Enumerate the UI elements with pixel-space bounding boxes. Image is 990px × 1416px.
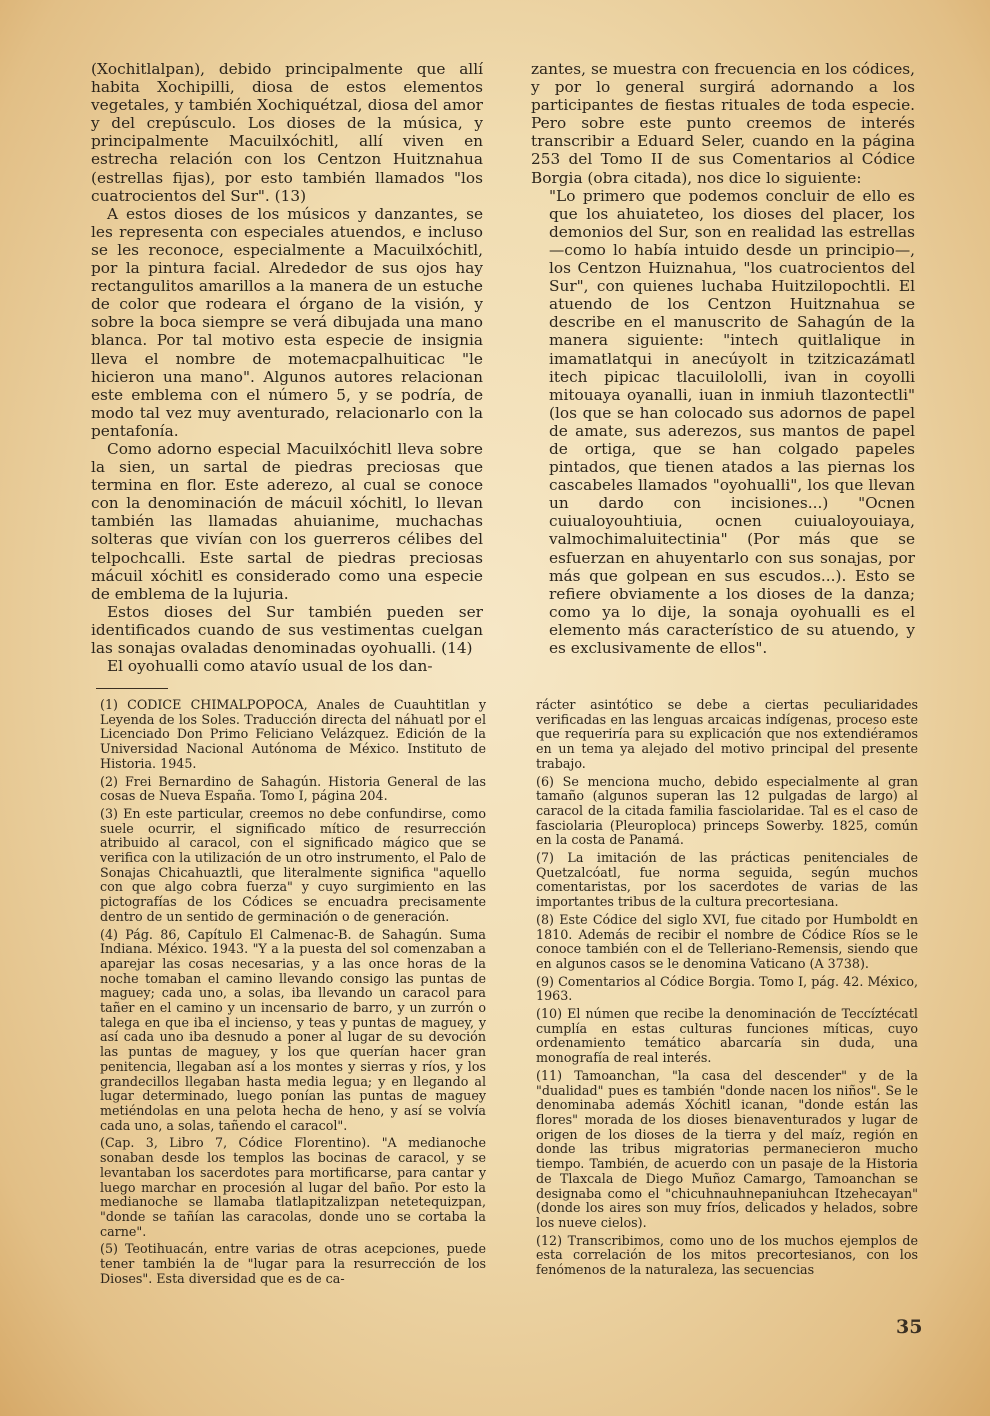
paragraph: (Xochitlalpan), debido principalmente que allí habita Xochipilli, diosa de estos elementos vegetales, y también Xochiquétzal, diosa del amor y del crepúsculo. Los dioses de la música, y principalmente Macuilxóchitl, allí viven en estrecha relación con los Centzon Huitznahua (estrellas fijas), por esto también llamados "los cuatrocientos del Sur". (13) <box>91 60 483 205</box>
footnote: (12) Transcribimos, como uno de los muchos ejemplos de esta correlación de los mitos precortesianos, con los fenómenos de la naturaleza, las secuencias <box>536 1232 918 1278</box>
footnote: (8) Este Códice del siglo XVI, fue citado por Humboldt en 1810. Además de recibir el nombre de Códice Ríos se le conoce también con el de Telleriano-Remensis, siendo que en algunos casos se le denomina Vaticano (A 3738). <box>536 911 918 971</box>
footnotes-left-column <box>100 698 486 1289</box>
paragraph: Estos dioses del Sur también pueden ser identificados cuando de sus vestimentas cuelgan las sonajas ovaladas denominadas oyohualli. (14) <box>91 602 483 657</box>
paragraph: Como adorno especial Macuilxóchitl lleva sobre la sien, un sartal de piedras preciosas que termina en flor. Este aderezo, al cual se conoce con la denominación de mácuil xóchitl, lo llevan también las llamadas ahuianime, muchachas solteras que vivían con los guerreros célibes del telpochcalli. Este sartal de piedras preciosas mácuil xóchitl es considerado como una especie de emblema de la lujuria. <box>91 439 483 603</box>
main-text-left-column <box>91 60 483 675</box>
footnotes-right-column <box>536 698 918 1281</box>
footnote: (10) El númen que recibe la denominación de Teccíztécatl cumplía en estas culturas funciones míticas, cuyo ordenamiento temático abarcaría sin duda, una monografía de real interés. <box>536 1006 918 1066</box>
footnote: (3) En este particular, creemos no debe confundirse, como suele ocurrir, el significado mítico de resurrección atribuido al caracol, con el significado mágico que se verifica con la utilización de un otro instrumento, el Palo de Sonajas Chicahuaztli, que literalmente significa "aquello con que algo cobra fuerza" y cuyo surgimiento en las pictografías de los Códices se encuadra precisamente dentro de un sentido de germinación o de generación. <box>100 805 486 924</box>
footnote: (11) Tamoanchan, "la casa del descender" y de la "dualidad" pues es también "donde nacen los niños". Se le denominaba además Xóchitl icanan, "donde están las flores" morada de los dioses bienaventurados y lugar de origen de los dioses de la tierra y del maíz, región en donde las tribus migratorias permanecieron mucho tiempo. También, de acuerdo con un pasaje de la Historia de Tlaxcala de Diego Muñoz Camargo, Tamoanchan se designaba como el "chicuhnauhnepaniuhcan Itzehecayan" (donde los aires son muy fríos, delicados y helados, sobre los nueve cielos). <box>536 1067 918 1230</box>
footnote-divider <box>96 688 168 689</box>
paragraph: zantes, se muestra con frecuencia en los códices, y por lo general surgirá adornando a los participantes de fiestas rituales de toda especie. Pero sobre este punto creemos de interés transcribir a Eduard Seler, cuando en la página 253 del Tomo II de sus Comentarios al Códice Borgia (obra citada), nos dice lo siguiente: <box>531 60 915 187</box>
footnote: (2) Frei Bernardino de Sahagún. Historia General de las cosas de Nueva España. Tomo I, página 204. <box>100 773 486 804</box>
footnote: (4) Pág. 86, Capítulo El Calmenac-B. de Sahagún. Suma Indiana. México. 1943. "Y a la puesta del sol comenzaban a aparejar las cosas necesarias, y a las once horas de la noche tomaban el camino llevando consigo las puntas de maguey; cada uno, a solas, iba llevando un caracol para tañer en el camino y un incensario de barro, y un zurrón o talega en que iba el incienso, y teas y puntas de maguey, y así cada uno iba desnudo a poner al lugar de su devoción las puntas de maguey, y los que querían hacer gran penitencia, llegaban así a los montes y sierras y ríos, y los grandecillos llegaban hasta media legua; y en llegando al lugar determinado, luego ponían las puntas de maguey metiéndolas en una pelota hecha de heno, y así se volvía cada uno, a solas, tañendo el caracol". <box>100 926 486 1133</box>
footnote: (Cap. 3, Libro 7, Códice Florentino). "A medianoche sonaban desde los templos las bocinas de caracol, y se levantaban los sacerdotes para mortificarse, para cantar y luego marchar en procesión al lugar del baño. Por esto la medianoche se llamaba tlatlapitzalizpan netetequizpan, "donde se tañían las caracolas, donde uno se cortaba la carne". <box>100 1135 486 1239</box>
paragraph: A estos dioses de los músicos y danzantes, se les representa con especiales atuendos, e incluso se les reconoce, especialmente a Macuilxóchitl, por la pintura facial. Alrededor de sus ojos hay rectangulitos amarillos a la manera de un estuche de color que rodeara el órgano de la visión, y sobre la boca siempre se verá dibujada una mano blanca. Por tal motivo esta especie de insignia lleva el nombre de motemacpalhuiticac "le hicieron una mano". Algunos autores relacionan este emblema con el número 5, y se podría, de modo tal vez muy aventurado, relacionarlo con la pentafonía. <box>91 204 483 440</box>
footnote: (5) Teotihuacán, entre varias de otras acepciones, puede tener también la de "lugar para la resurrección de los Dioses". Esta diversidad que es de ca- <box>100 1241 486 1286</box>
paragraph: El oyohualli como atavío usual de los dan- <box>107 657 433 676</box>
footnote: (9) Comentarios al Códice Borgia. Tomo I, pág. 42. México, 1963. <box>536 973 918 1004</box>
footnote: (1) CODICE CHIMALPOPOCA, Anales de Cuauhtitlan y Leyenda de los Soles. Traducción directa del náhuatl por el Licenciado Don Primo Feliciano Velázquez. Edición de la Universidad Nacional Autónoma de México. Instituto de Historia. 1945. <box>100 697 486 771</box>
main-text-right-column <box>531 60 915 657</box>
footnote: (7) La imitación de las prácticas penitenciales de Quetzalcóatl, fue norma seguida, según muchos comentaristas, por los sacerdotes de varias de las importantes tribus de la cultura precortesiana. <box>536 850 918 910</box>
footnote: (6) Se menciona mucho, debido especialmente al gran tamaño (algunos superan las 12 pulgadas de largo) al caracol de la citada familia fasciolaridae. Tal es el caso de fasciolaria (Pleuroploca) princeps Sowerby. 1825, común en la costa de Panamá. <box>536 773 918 848</box>
page-number: 35 <box>896 1316 923 1338</box>
footnote: rácter asintótico se debe a ciertas peculiaridades verificadas en las lenguas arcaicas indígenas, proceso este que requeriría para su explicación que nos extendiéramos en un tema ya alejado del motivo principal del presente trabajo. <box>536 697 918 771</box>
seler-quotation: "Lo primero que podemos concluir de ello es que los ahuiateteo, los dioses del placer, los demonios del Sur, son en realidad las estrellas —como lo había intuido desde un principio—, los Centzon Huiznahua, "los cuatrocientos del Sur", con quienes luchaba Huitzilopochtli. El atuendo de los Centzon Huitznahua se describe en el manuscrito de Sahagún de la manera siguiente: "intech quitlalique in imamatlatqui in anecúyolt in tzitzicazámatl itech pipicac tlacuilololli, ivan in coyolli mitouaya oyanalli, iuan in inmiuh tlazontectli" (los que se han colocado sus adornos de papel de amate, sus aderezos, sus mantos de papel de ortiga, que se han colgado papeles pintados, que tienen atados a las piernas los cascabeles llamados "oyohualli", los que llevan un dardo con incisiones...) "Ocnen cuiualoyouhtiuia, ocnen cuiualoyouiaya, valmochimaluitectinia" (Por más que se esfuerzan en ahuyentarlo con sus sonajas, por más que golpean en sus escudos...). Esto se refiere obviamente a los dioses de la danza; como ya lo dije, la sonaja oyohualli es el elemento más característico de su atuendo, y es exclusivamente de ellos". <box>549 186 915 657</box>
